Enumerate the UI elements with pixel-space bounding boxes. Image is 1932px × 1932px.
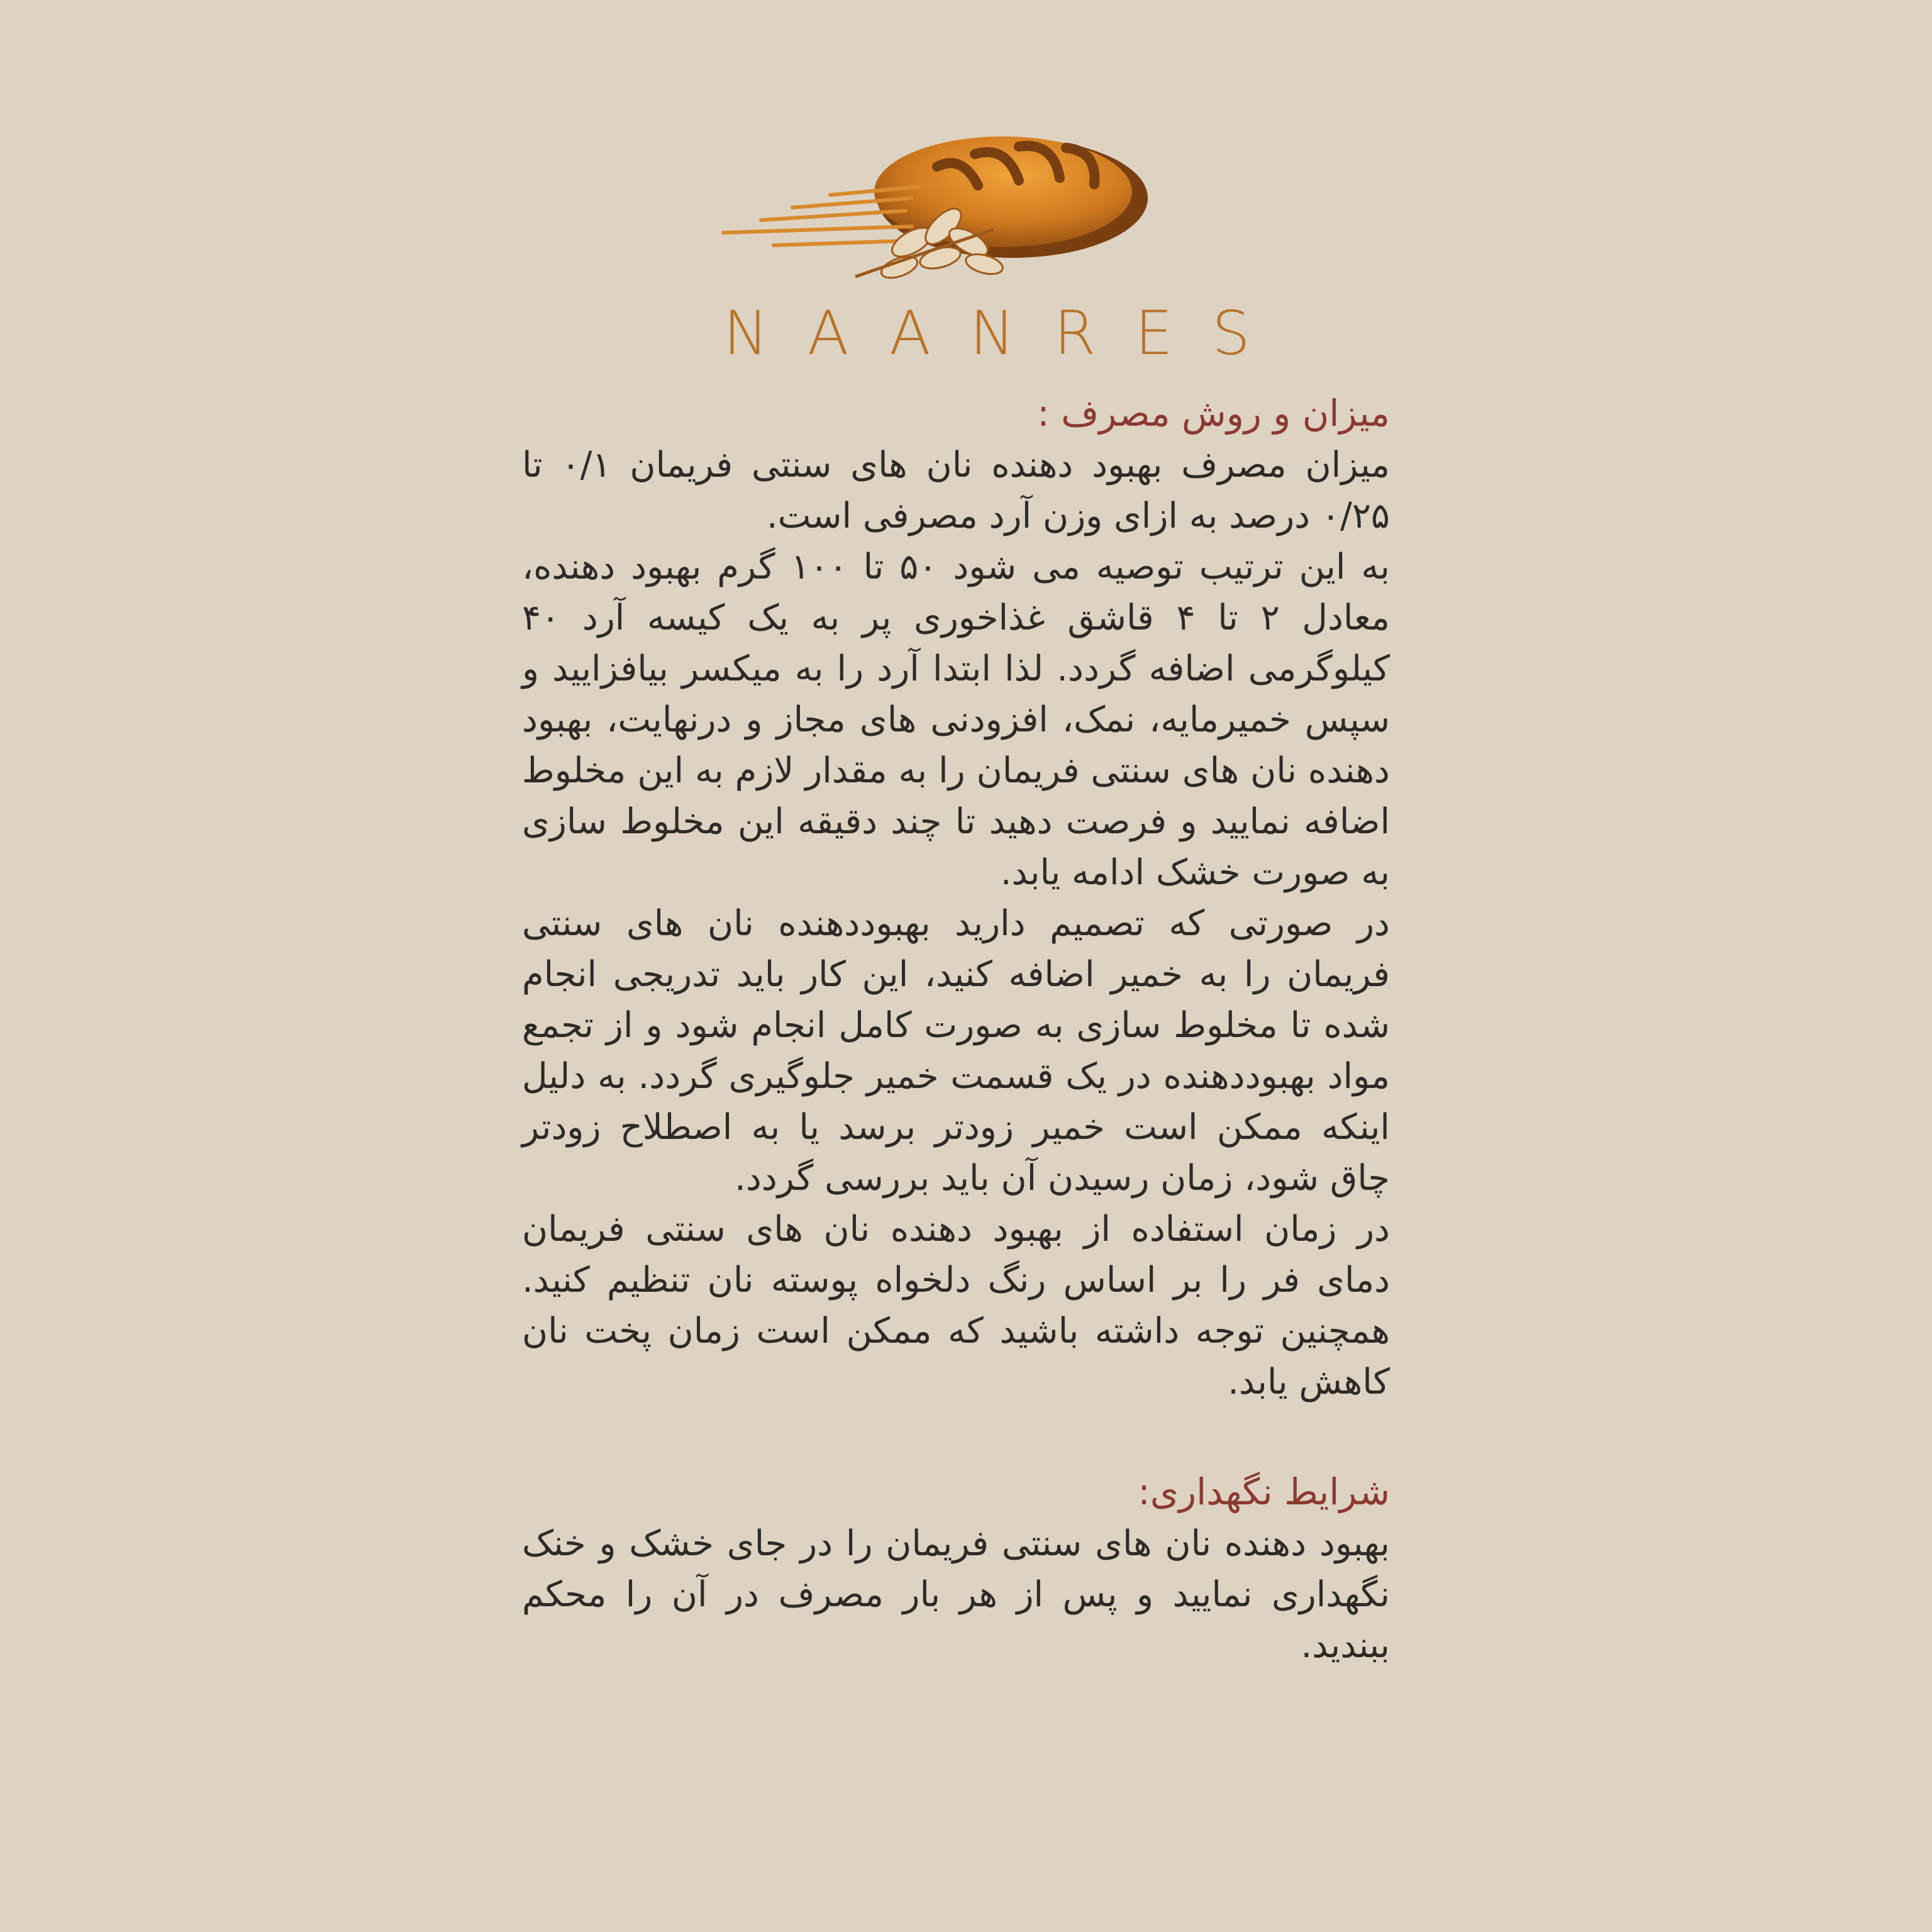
- usage-paragraph: میزان مصرف بهبود دهنده نان های سنتی فریمان ۰/۱ تا ۰/۲۵ درصد به ازای وزن آرد مصرفی است.: [522, 445, 1390, 536]
- usage-paragraph: در زمان استفاده از بهبود دهنده نان های سنتی فریمان دمای فر را بر اساس رنگ دلخواه پوسته نان تنظیم کنید. همچنین توجه داشته باشید که ممکن است زمان پخت نان کاهش یابد.: [522, 1209, 1390, 1402]
- brand-name: NAANRES: [723, 298, 1289, 369]
- usage-heading: میزان و روش مصرف :: [1037, 392, 1390, 435]
- bread-with-wheat-icon: [698, 129, 1151, 292]
- storage-paragraph: بهبود دهنده نان های سنتی فریمان را در جای خشک و خنک نگهداری نمایید و پس از هر بار مصرف در آن را محکم ببندید.: [522, 1523, 1390, 1666]
- usage-paragraph: در صورتی که تصمیم دارید بهبوددهنده نان های سنتی فریمان را به خمیر اضافه کنید، این کار باید تدریجی انجام شده تا مخلوط سازی به صورت کامل انجام شود و از تجمع مواد بهبوددهنده در یک قسمت خمیر جلوگیری گردد. به دلیل اینکه ممکن است خمیر زودتر برسد یا به اصطلاح زودتر چاق شود، زمان رسیدن آن باید بررسی گردد.: [522, 903, 1390, 1199]
- usage-paragraph: به این ترتیب توصیه می شود ۵۰ تا ۱۰۰ گرم بهبود دهنده، معادل ۲ تا ۴ قاشق غذاخوری پر به یک کیسه آرد ۴۰ کیلوگرمی اضافه گردد. لذا ابتدا آرد را به میکسر بیافزایید و سپس خمیرمایه، نمک، افزودنی های مجاز و درنهایت، بهبود دهنده نان های سنتی فریمان را به مقدار لازم به این مخلوط اضافه نمایید و فرصت دهید تا چند دقیقه این مخلوط سازی به صورت خشک ادامه یابد.: [522, 547, 1391, 893]
- instructions-content: [522, 387, 1390, 1808]
- section-spacer: [522, 1407, 1390, 1465]
- storage-heading: شرایط نگهداری:: [1138, 1470, 1390, 1513]
